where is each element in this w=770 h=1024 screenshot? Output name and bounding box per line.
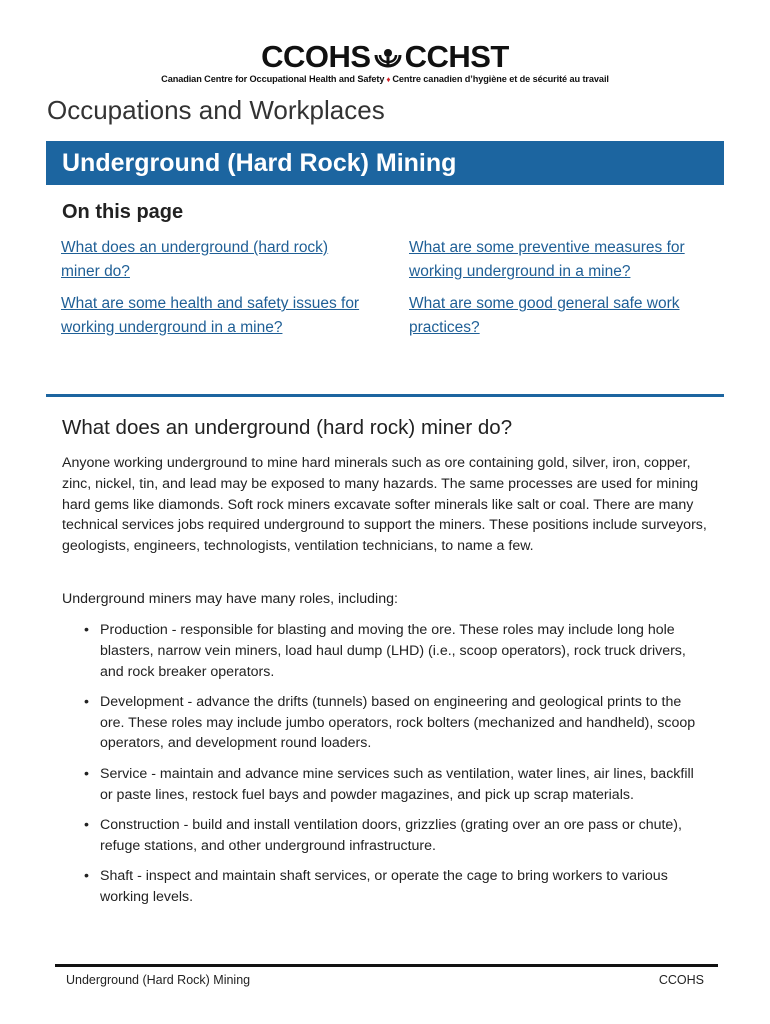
logo-subtitle-en: Canadian Centre for Occupational Health and Safety [161,74,385,84]
list-item [62,692,702,754]
intro-paragraph: Anyone working underground to mine hard minerals such as ore containing gold, silver, iron, copper, zinc, nickel, tin, and lead may be exposed to many hazards. The same processes are used for mining hard gems like diamonds. Soft rock miners excavate softer minerals like salt or coal. There are many technical services jobs required underground to support the miners. These positions include surveyors, geologists, engineers, technologists, ventilation technicians, to name a few. [62,455,707,555]
section-title: Occupations and Workplaces [47,95,385,125]
footer-document-title: Underground (Hard Rock) Mining [66,973,251,987]
list-item [62,815,702,857]
bullet-icon: • [84,693,89,710]
page-title: Underground (Hard Rock) Mining [46,141,724,185]
section-divider [46,394,724,397]
role-production: Production - responsible for blasting and moving the ore. These roles may include long hole blasters, narrow vein miners, load haul dump (LHD) (i.e., scoop operators), rock truck drivers, and rock breaker operators. [100,622,686,680]
toc-link-safe-work-practices[interactable]: What are some good general safe work practices? [409,295,680,336]
bullet-icon: • [84,816,89,833]
bullet-icon: • [84,867,89,884]
toc-link-health-safety-issues[interactable]: What are some health and safety issues for working underground in a mine? [61,295,360,336]
logo-emblem-icon [373,44,403,70]
maple-leaf-icon: ♦ [386,75,391,84]
role-construction: Construction - build and install ventilation doors, grizzlies (grating over an ore pass or chute), refuge stations, and other underground infrastructure. [100,816,682,854]
footer-organization: CCOHS [658,973,704,987]
list-item [62,866,702,908]
logo-cchst-text: CCHST [404,39,509,74]
bullet-icon: • [84,765,89,782]
list-item [62,764,702,806]
list-item [62,620,702,682]
bullet-icon: • [84,622,89,638]
role-service: Service - maintain and advance mine services such as ventilation, water lines, air lines, backfill or paste lines, restock fuel bays and powder magazines, and pick up scrap materials. [100,765,694,803]
logo-subtitle-fr: Centre canadien d’hygiène et de sécurité au travail [392,74,609,84]
toc-heading: On this page [62,201,184,223]
roles-list [62,620,702,917]
roles-intro-paragraph: Underground miners may have many roles, including: [62,591,398,607]
role-development: Development - advance the drifts (tunnels) based on engineering and geological prints to the ore. These roles may include jumbo operators, rock bolters (mechanized and handheld), scoop operators, and development round loaders. [100,693,696,752]
logo-ccohs-text: CCOHS [261,39,371,74]
footer-divider [55,964,718,967]
toc-link-miner-role[interactable]: What does an underground (hard rock) miner do? [61,239,329,280]
toc-link-preventive-measures[interactable]: What are some preventive measures for working underground in a mine? [409,239,685,280]
role-shaft: Shaft - inspect and maintain shaft services, or operate the cage to bring workers to various working levels. [100,867,668,905]
ccohs-logo [0,39,770,84]
miner-role-heading: What does an underground (hard rock) miner do? [62,416,513,439]
